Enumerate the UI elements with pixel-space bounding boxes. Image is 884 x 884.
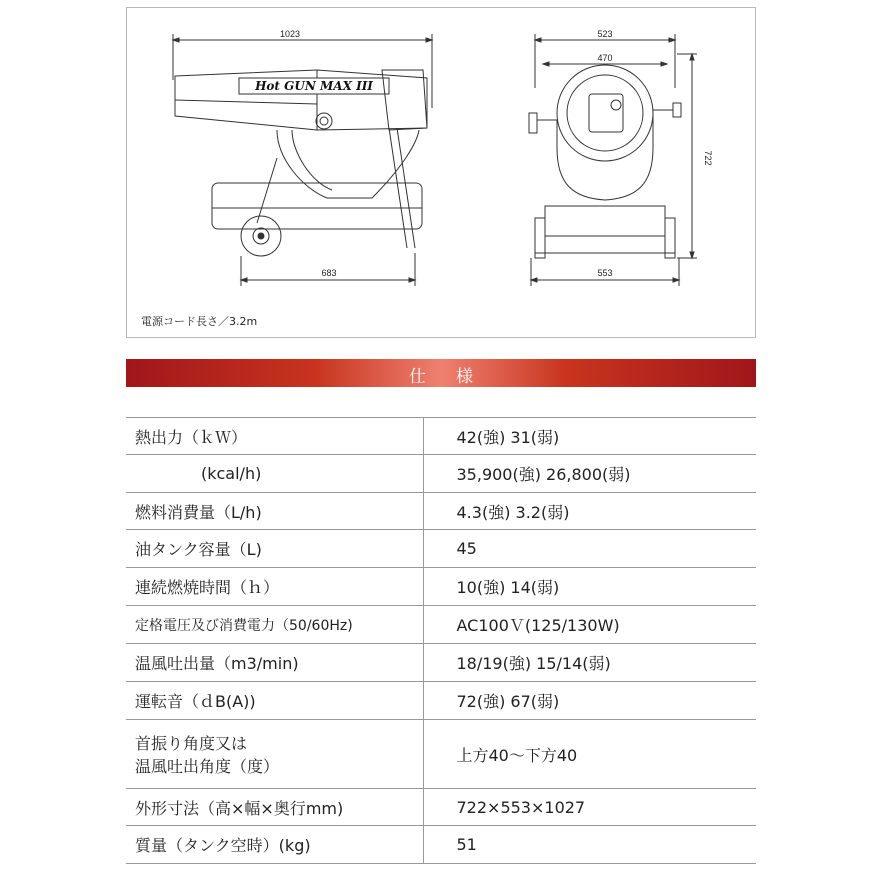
spec-section-header	[126, 359, 756, 387]
spec-section-title: 仕様	[409, 367, 503, 387]
table-row	[126, 789, 756, 826]
spec-value: 51	[423, 826, 756, 864]
spec-value: 上方40〜下方40	[423, 720, 756, 789]
spec-value: 10(強) 14(弱)	[423, 568, 756, 606]
spec-value: 722×553×1027	[423, 789, 756, 826]
spec-value: AC100Ｖ(125/130W)	[423, 606, 756, 644]
spec-label: 温風吐出量（m3/min)	[126, 644, 423, 682]
spec-label: 燃料消費量（L/h)	[126, 493, 423, 530]
spec-value: 72(強) 67(弱)	[423, 682, 756, 720]
dim-label-width-inner: 470	[597, 53, 613, 63]
dim-label-wheelbase: 683	[321, 268, 337, 278]
table-row	[126, 644, 756, 682]
technical-drawing-panel	[126, 7, 756, 338]
spec-label: (kcal/h)	[201, 464, 262, 483]
spec-value: 45	[423, 530, 756, 568]
spec-label: 連続燃焼時間（ｈ）	[126, 568, 423, 606]
table-row	[126, 720, 756, 789]
spec-label: 油タンク容量（L)	[126, 530, 423, 568]
dim-label-base-width: 553	[597, 268, 613, 278]
fuel-tank	[212, 183, 422, 229]
dim-label-height: 722	[703, 150, 713, 166]
table-row	[126, 568, 756, 606]
fuel-tank-front	[545, 206, 665, 236]
power-cord-note: 電源コード長さ／3.2m	[141, 315, 258, 328]
table-row	[126, 418, 756, 455]
spec-label	[126, 720, 423, 789]
table-row	[126, 455, 756, 493]
dim-label-length: 1023	[279, 29, 301, 39]
spec-table	[126, 417, 756, 864]
spec-label-line: 首振り角度又は	[135, 734, 248, 753]
heater-drawing	[127, 8, 755, 337]
spec-label: 熱出力（ｋＷ）	[126, 418, 423, 455]
table-row	[126, 493, 756, 530]
dim-label-width-outer: 523	[597, 29, 613, 39]
burner-face	[557, 65, 653, 161]
spec-value: 4.3(強) 3.2(弱)	[423, 493, 756, 530]
spec-value: 18/19(強) 15/14(弱)	[423, 644, 756, 682]
product-logo-text: Hot GUN MAX III	[255, 79, 373, 93]
spec-value: 42(強) 31(弱)	[423, 418, 756, 455]
table-row	[126, 606, 756, 644]
spec-label: 定格電圧及び消費電力（50/60Hz)	[126, 606, 423, 644]
spec-value: 35,900(強) 26,800(弱)	[423, 455, 756, 493]
table-row	[126, 530, 756, 568]
spec-label: 運転音（ｄB(A))	[126, 682, 423, 720]
table-row	[126, 826, 756, 864]
spec-label-line: 温風吐出角度（度）	[135, 757, 280, 776]
table-row	[126, 682, 756, 720]
spec-label: 質量（タンク空時）(kg)	[126, 826, 423, 864]
spec-label: 外形寸法（高×幅×奥行mm)	[126, 789, 423, 826]
